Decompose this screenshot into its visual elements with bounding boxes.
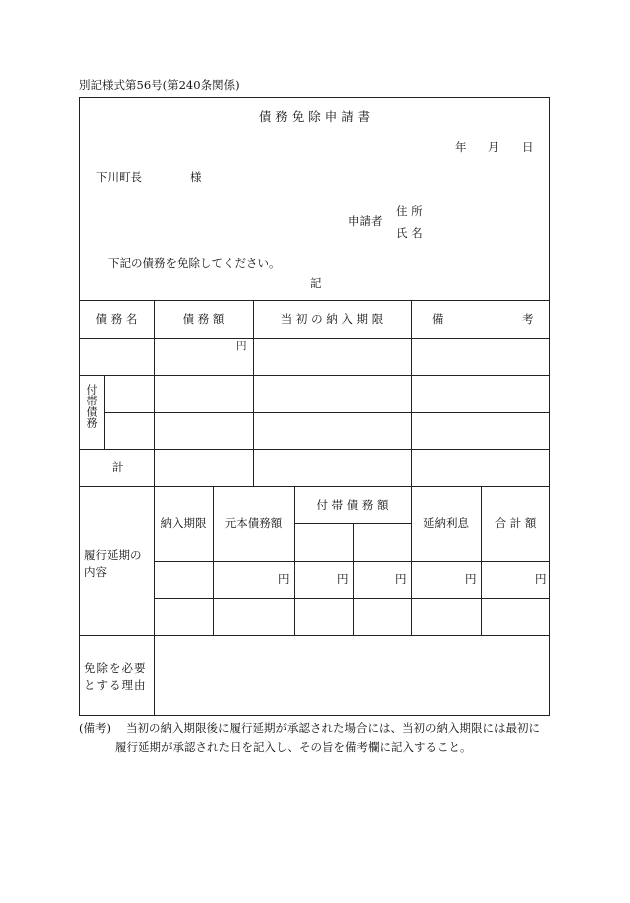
rule (411, 300, 412, 486)
yen-unit: 円 (278, 572, 290, 586)
header-principal: 元本債務額 (224, 516, 283, 530)
rule (213, 486, 214, 635)
header-deferred-interest: 延納利息 (423, 516, 469, 530)
total-label: 計 (112, 460, 124, 474)
date-day: 日 (522, 140, 534, 154)
rule (79, 486, 550, 487)
header-debt-amount: 債 務 額 (182, 312, 225, 326)
ancillary-debt-label: 付帯債務 (85, 384, 98, 428)
form-id: 別記様式第56号(第240条関係) (79, 78, 240, 92)
rule (79, 635, 550, 636)
addressee-name: 下川町長 (96, 170, 142, 184)
rule (79, 449, 550, 450)
date-month: 月 (488, 140, 500, 154)
header-remarks-1: 備 (432, 312, 444, 326)
application-form (79, 97, 550, 716)
yen-unit: 円 (535, 572, 547, 586)
rule (79, 338, 550, 339)
yen-unit: 円 (465, 572, 477, 586)
address-label: 住 所 (396, 204, 423, 218)
reason-label: 免除を必要とする理由 (84, 661, 147, 692)
header-ancillary-amount: 付 帯 債 務 額 (316, 498, 389, 512)
rule (481, 486, 482, 635)
rule (253, 300, 254, 486)
rule (411, 486, 412, 635)
header-total-amount: 合 計 額 (494, 516, 537, 530)
note-line-2: 履行延期が承認された日を記入し、その旨を備考欄に記入すること。 (115, 740, 472, 754)
rule (79, 375, 550, 376)
addressee-honorific: 様 (190, 170, 202, 184)
rule (154, 300, 155, 486)
rule (79, 300, 550, 301)
request-text: 下記の債務を免除してください。 (108, 256, 281, 270)
form-title: 債 務 免 除 申 請 書 (258, 109, 371, 124)
note-label: (備考) (79, 721, 111, 735)
header-remarks-2: 考 (522, 312, 534, 326)
deferral-section-label: 履行延期の内容 (84, 548, 142, 579)
rule (104, 412, 550, 413)
name-label: 氏 名 (396, 226, 423, 240)
yen-unit: 円 (236, 340, 247, 352)
note-line-1: 当初の納入期限後に履行延期が承認された場合には、当初の納入期限には最初に (126, 721, 540, 735)
yen-unit: 円 (337, 572, 349, 586)
ki-label: 記 (310, 276, 322, 290)
rule (353, 523, 354, 635)
header-debt-name: 債 務 名 (95, 312, 138, 326)
yen-unit: 円 (395, 572, 407, 586)
applicant-label: 申請者 (348, 214, 383, 228)
rule (104, 375, 105, 449)
date-year: 年 (455, 140, 467, 154)
header-deadline: 納入期限 (160, 516, 207, 530)
header-original-deadline: 当 初 の 納 入 期 限 (280, 312, 384, 326)
